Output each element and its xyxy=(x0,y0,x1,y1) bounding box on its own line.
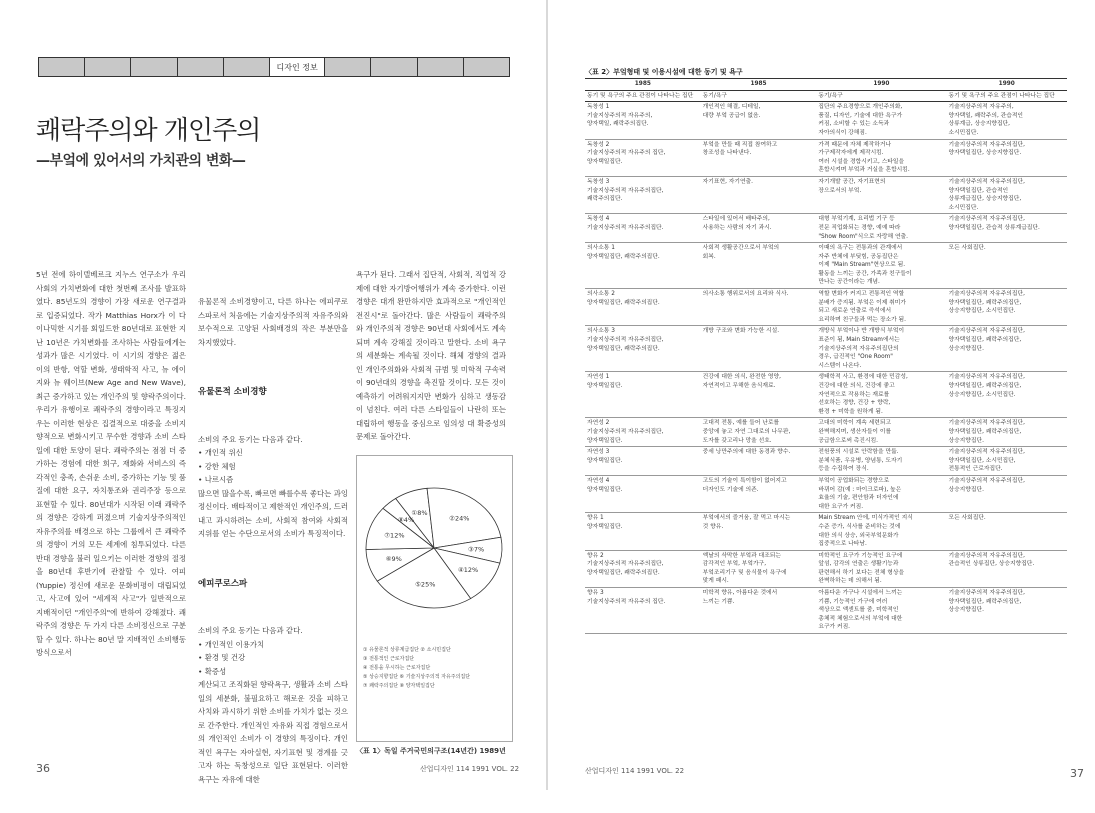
table-cell: 자연성 4 양자택일집단. xyxy=(585,475,701,512)
table-row xyxy=(585,243,1067,289)
table-cell: 미학적인 요구가 기능적인 요구에 앞섬, 감각의 연출은 생활기능과 판련해서 하기 보다는 전체 형상을 완벽하하는 데 의해서 됨. xyxy=(816,550,946,587)
header-cell xyxy=(464,58,509,76)
table-row xyxy=(585,214,1067,243)
table-cell: 개인적인 해결, 디테일, 대량 부엌 공급이 없음. xyxy=(701,102,817,139)
table-cell: 엑날의 삭막한 부엌과 대조되는 감각적인 부엌, 부엌가구, 부엌조리기구 및 음식물이 욕구에 맞게 패시. xyxy=(701,550,817,587)
header-cell xyxy=(178,58,224,76)
section-heading-materialist: 유물론적 소비경향 xyxy=(198,387,267,397)
year-header: 1985 xyxy=(585,79,701,91)
legend-entry: ① 유물론적 상류계급집단 ② 소시민집단 xyxy=(363,647,451,653)
subheader-cell: 동기 및 욕구의 주요 관점이 나타나는 집단 xyxy=(585,90,701,102)
header-cell xyxy=(131,58,177,76)
pie-slice-label: ④12% xyxy=(457,565,479,574)
table-cell: 기술지상주의적 자유주의집단, 양자택일집단, 관습적인 상류계급집단, 상승지향집단, 소시민집단. xyxy=(946,176,1067,213)
table-cell: 자기개발 공간, 자기표현의 장으로서의 부엌. xyxy=(816,176,946,213)
pie-slice-label: ⑧4% xyxy=(397,516,415,525)
table-cell: 역할 변화가 커지고 전통적인 역할 분배가 증지됨. 부엌은 이제 취미가 되고 새로운 연출로 즉석에서 요리하며 친구들과 먹는 장소가 됨. xyxy=(816,289,946,326)
table-row xyxy=(585,326,1067,372)
table-cell: 독창성 2 기술지상주의적 자유주의 집단, 양자택일집단. xyxy=(585,139,701,176)
table-cell: 전원풍의 시설로 안락함을 만듦. 분체식품, 우유병, 양념통, 도자기 등을 수집하여 장식. xyxy=(816,447,946,476)
header-strip xyxy=(38,57,510,77)
table-row xyxy=(585,102,1067,139)
pie-slice-label: ③7% xyxy=(468,545,485,554)
table-cell: 부엌을 만들 때 직접 참여하고 창조성을 나타낸다. xyxy=(701,139,817,176)
header-cell xyxy=(224,58,270,76)
pie-slice-label: ⑥9% xyxy=(385,555,402,564)
table-row xyxy=(585,588,1067,634)
table-cell: 독창성 1 기술지상주의적 자유주의, 양자택일, 쾌락주의집단. xyxy=(585,102,701,139)
table-cell: 자연성 1 양자택일집단. xyxy=(585,372,701,418)
table-cell: Main Stream 안에, 미식가적인 지식 수준 증가, 식사를 준비하는 것에 대한 의식 상승, 외국부엌문화가 집중적으로 나타남. xyxy=(816,513,946,550)
body-column-2 xyxy=(198,268,351,813)
table-cell: 이때의 욕구는 전통과의 관계에서 자주 반체에 부딪힘, 공동집단은 이제 "Main Stream"현상으로 됨. 활동을 느끼는 공간, 가족과 친구들이 만나는 공간이라는 개념. xyxy=(816,243,946,289)
table-cell: 독창성 3 기술지상주의적 자유주의집단, 쾌락주의집단. xyxy=(585,176,701,213)
table-cell: 기술지상주의적 자유주의집단, 양자택일집단, 쾌락주의집단, 상승지향집단, 소시민집단. xyxy=(946,372,1067,418)
table-row xyxy=(585,139,1067,176)
pie-slice-label: ⑤25% xyxy=(415,580,436,589)
table-cell: 미학적 향유, 아름다운 것에서 느끼는 기쁨. xyxy=(701,588,817,634)
table-cell: 자기표현, 자기연출. xyxy=(701,176,817,213)
table-cell: 의사소통 2 양자택일집단, 쾌락주의집단. xyxy=(585,289,701,326)
year-header: 1985 xyxy=(701,79,817,91)
table-cell: 집단의 주요경향으로 개인주의화, 품질, 디자인, 기술에 대한 욕구가 커짐, 소비할 수 있는 소득과 자아의식이 강해짐. xyxy=(816,102,946,139)
subheader-cell: 동기 및 욕구의 주요 관점이 나타나는 집단 xyxy=(946,90,1067,102)
section-heading-epicurean: 에피쿠로스파 xyxy=(198,578,248,589)
table-cell: 의사소통 행위로서의 요리와 식사. xyxy=(701,289,817,326)
page-number-right: 37 xyxy=(1070,767,1084,780)
table-cell: 자연성 3 양자택일집단. xyxy=(585,447,701,476)
pie-slice-label: ⑦12% xyxy=(384,531,405,540)
col2-para-2: 소비의 주요 동기는 다음과 같다. • 개인적인 이용가치 • 환경 및 건강 • 확증성 계산되고 조직화된 향락욕구, 생활과 소비 스타일의 세분화, 불필요하고 해로운 것을 피하고 사치와 과시하기 위한 소비를 가치가 없는 것으로 간주한다. 개인적인 자유와 직접 경험으로서의 개인적인 소비가 이 경향의 특징이다. 개인적인 욕구는 자아실현, 자기표현 및 경계를 긋고자 하는 독창성으로 일단 표현된다. 이러한 욕구는 자유에 대한 xyxy=(198,626,348,784)
page-number-left: 36 xyxy=(36,762,50,775)
section-label: 디자인 정보 xyxy=(270,58,325,76)
table-cell: 가격 때문에 자체 제작하거나 가구제작자에게 제작시킴. 여러 시설을 경합시키고, 스타일을 혼합시켜며 부엌과 거실을 혼합시킴. xyxy=(816,139,946,176)
article-subtitle: —부엌에 있어서의 가치관의 변화— xyxy=(36,153,246,169)
table-cell: 중세 낭만주의에 대한 동경과 향수. xyxy=(701,447,817,476)
table-cell: 고대의 미학이 계속 세련되고 완벽해지며, 생산자들이 이를 공급함으로써 촉진시킴. xyxy=(816,418,946,447)
left-page xyxy=(0,0,547,790)
table-cell: 사회적 생활공간으로서 부엌의 회복. xyxy=(701,243,817,289)
table-cell: 대형 부엌기계, 요리법 기구 등 전문 직업화되는 경향, 예예 따라 "Show Room"식으로 자랑해 연출. xyxy=(816,214,946,243)
table-cell: 개방 구조와 변화 가능한 시설. xyxy=(701,326,817,372)
table-row xyxy=(585,513,1067,550)
year-header: 1990 xyxy=(816,79,946,91)
body-column-1: 5년 전에 하이델베르크 지누스 연구소가 우리 사회의 가치변화에 대한 첫번째 조사를 발표하였다. 85년도의 경향이 가장 새로운 연구결과로 입증되었다. 작가 Matthias Horx가 이 다이나믹한 시기를 회일드한 80년대로 표현한 지난 10년은 가치변화를 조사하는 사람들에게는 성과가 많은 시기였다. 이 시기의 경향은 젊은이의 반항, 역할 변화, 생태학적 사고, 뉴 에이지와 뉴 웨이브(New Age and New Wave), 최근 증가하고 있는 개인주의 및 향락주의이다. 우리가 유행이로 쾌락주의 경향이라고 특징지우는 이러한 현상은 집결적으로 대중을 소비지향적으로 변화시키고 무수한 경향과 소비 스타일에 대한 토양이 된다. 쾌락주의는 점점 더 증가하는 경험에 대한 희구, 재화와 서비스의 즉각적인 충족, 손쉬운 소비, 증가하는 기능 및 품질에 대한 요구, 자치통조와 권리주장 등으로 표현할 수 있다. 80년대가 시작된 이래 쾌락주의 경향은 강하게 퍼졌으며 기술지상주의적인 자유주의를 배경으로 하는 그룹에서 큰 쾌락주의 경향이 거의 모든 세계에 침투되었다. 다른 반대 경향을 불러 일으키는 이러한 경향의 절정을 80년대 후반기에 관찰할 수 있다. 여피(Yuppie) 정신에 새로운 문화비평이 대립되었고, 사고에 있어 "세계적 사고"가 일반적으로 지배적이던 "개인주의"에 반하여 강해졌다. 쾌락주의 경향은 두 가지 다른 소비정신으로 구분할 수 있다. 하나는 80년 말 지배적인 소비행동방식으로서 xyxy=(36,270,189,657)
table-row xyxy=(585,475,1067,512)
table-cell: 모든 사회집단. xyxy=(946,513,1067,550)
table-cell: 의사소통 1 양자택일집단, 쾌락주의집단. xyxy=(585,243,701,289)
table-cell: 스타일에 있어서 배타주의, 사용하는 사람의 자기 과시. xyxy=(701,214,817,243)
figure-caption: 〈표 1〉독일 주거국민의구조(14년간) 1989년 xyxy=(356,747,506,755)
header-cell xyxy=(85,58,131,76)
header-cell xyxy=(325,58,371,76)
table-cell: 기술지상주의적 자유주의집단, 양자택일집단, 쾌락주의집단, 상승지향집단. xyxy=(946,326,1067,372)
table-row xyxy=(585,418,1067,447)
pie-slice-label: ①8% xyxy=(411,509,428,518)
legend-entry: ⑦ 쾌락주의집단 ⑧ 양자택일집단 xyxy=(363,683,435,689)
table-cell: 기술지상주의적 자유주의집단, 관습적인 상류집단, 상승지향집단. xyxy=(946,550,1067,587)
motivation-table xyxy=(585,78,1067,634)
table-cell: 자연성 2 기술지상주의적 자유주의집단, 양자택일집단. xyxy=(585,418,701,447)
table-cell: 기술지상주의적 자유주의집단, 양자택일집단, 상승지향집단. xyxy=(946,139,1067,176)
table-cell: 기술지상주의적 자유주의집단, 상승지향집단. xyxy=(946,475,1067,512)
table-row xyxy=(585,176,1067,213)
table-cell: 모든 사회집단. xyxy=(946,243,1067,289)
table-cell: 아름다운 가구나 시설에서 느끼는 기쁨, 기능적인 가구에 여러 색상으로 액센트를 줌, 미학적인 총체적 체험으로서의 부엌에 대한 요구가 커짐. xyxy=(816,588,946,634)
legend-entry: ④ 전통을 무시하는 근로자집단 xyxy=(363,665,431,671)
table-caption: 〈표 2〉부엌형태 및 이용시설에 대한 동기 및 욕구 xyxy=(585,68,743,76)
pie-slice-label: ②24% xyxy=(449,514,470,523)
table-cell: 개방식 부엌이나 반 개방식 부엌이 표준이 됨, Main Stream에서는 기술지상주의적 자유주의집단의 경우, 급진적인 "One Room" 시스템이 나온다. xyxy=(816,326,946,372)
table-cell: 기술지상주의적 자유주의집단, 양자택일집단, 쾌락주의집단, 상승지향집단. xyxy=(946,588,1067,634)
header-cell xyxy=(371,58,417,76)
table-row xyxy=(585,372,1067,418)
table-cell: 기술지상주의적 자유주의집단, 양자택일집단, 소시민집단, 전통적인 근로자집단. xyxy=(946,447,1067,476)
footer-right: 산업디자인 114 1991 VOL. 22 xyxy=(585,767,685,775)
legend-entry: ⑤ 상승지향집단 ⑥ 기술지상주의적 자유주의집단 xyxy=(363,674,471,680)
table-row xyxy=(585,447,1067,476)
table-cell: 기술지상주의적 자유주의집단, 양자택일집단, 쾌락주의집단, 상승지향집단, 소시민집단. xyxy=(946,289,1067,326)
legend-entry: ③ 전통적인 근로자집단 xyxy=(363,656,415,662)
body-column-3: 욕구가 된다. 그래서 집단적, 사회적, 직업적 강제에 대한 자기방어행위가 계속 증가한다. 이런 경향은 대개 완만하지만 효과적으로 "개인적인 전진시"로 돌아간다. 많은 사람들이 쾌락주의와 개인주의적 경향은 90년대 사회에서도 계속되며 계속 강해질 것이라고 말한다. 소비 욕구의 세분화는 계속될 것이다. 해체 경향의 결과인 개인주의화와 사회적 규범 및 미학적 구속력이 90년대의 경향을 촉진할 것이다. 모든 것이 예측하기 어려워지지만 변화가 심하고 생동감이 넘친다. 여러 다른 스타일들이 나란히 또는 대립하여 행동을 중심으로 임의성 대 확증성의 문제로 돌아간다. xyxy=(356,270,509,441)
table-cell: 부엌이 공업화되는 경향으로 바뀌어 감(예 : 마이크로파), 높은 효율의 기술, 편안함과 더자인에 대한 요구가 커짐. xyxy=(816,475,946,512)
table-cell: 기술지상주의적 자유주의집단, 양자택일집단, 관습적 상류계급집단. xyxy=(946,214,1067,243)
table-row xyxy=(585,289,1067,326)
pie-legend xyxy=(363,646,509,691)
pie-chart xyxy=(357,456,512,646)
table-year-row xyxy=(585,79,1067,91)
table-cell: 기술지상주의적 자유주의집단, 양자택일집단, 쾌락주의집단, 상승지향집단. xyxy=(946,418,1067,447)
header-cell xyxy=(418,58,464,76)
pie-figure xyxy=(356,455,513,742)
col2-para-1: 소비의 주요 동기는 다음과 같다. • 개인적 위신 • 강한 체험 • 나르시즘 많으면 많을수록, 빠르면 빠를수록 좋다는 과잉정신이다. 배타적이고 제한적인 개인주의, 드러내고 과시하려는 소비, 사회적 참여와 사회적 지위를 얻는 수단으로서의 소비가 특징적이다. xyxy=(198,434,348,538)
header-cell xyxy=(39,58,85,76)
article-title: 쾌락주의와 개인주의 xyxy=(36,116,261,146)
table-row xyxy=(585,550,1067,587)
table-cell: 향유 3 기술지상주의적 자유주의 집단. xyxy=(585,588,701,634)
table-cell: 독창성 4 기술지상주의적 자유주의집단. xyxy=(585,214,701,243)
table-cell: 부엌에서의 즐거움, 잘 먹고 마시는 것 향유. xyxy=(701,513,817,550)
subheader-cell: 동기/욕구 xyxy=(816,90,946,102)
table-cell: 향유 2 기술지상주의적 자유주의집단, 양자택일집단, 쾌락주의집단. xyxy=(585,550,701,587)
table-cell: 고대적 전통, 예를 들어 난로를 중앙에 놓고 자연 그대로의 나무판, 도자를 갖고리나 망울 선호. xyxy=(701,418,817,447)
table-cell: 의사소통 3 기술지상주의적 자유주의집단, 양자택일집단, 쾌락주의집단. xyxy=(585,326,701,372)
table-cell: 향유 1 양자택일집단. xyxy=(585,513,701,550)
table-cell: 건강에 대한 의식, 완전한 영양, 자연적이고 무해한 음식재료. xyxy=(701,372,817,418)
year-header: 1990 xyxy=(946,79,1067,91)
table-cell: 생태학적 사고, 환경에 대한 민감성, 건강에 대한 의식, 건강에 좋고 자연적으로 작용하는 재료를 선호하는 경향, 건강 + 향락, 환경 + 미학을 원하게 됨. xyxy=(816,372,946,418)
table-subheader-row xyxy=(585,90,1067,102)
table-cell: 기술지상주의적 자유주의, 양자택일, 쾌락주의, 관습적인 상류계급, 상승지향집단, 소시민집단. xyxy=(946,102,1067,139)
footer-left: 산업디자인 114 1991 VOL. 22 xyxy=(420,765,520,773)
col2-intro: 유물론적 소비경향이고, 다른 하나는 에피쿠로스파로서 처음에는 기술지상주의적 자유주의와 보수적으로 고양된 사회배경의 작은 부분만을 차지했었다. xyxy=(198,297,351,347)
table-cell: 고도의 기술이 특이함이 없어지고 더자인도 기술에 의존. xyxy=(701,475,817,512)
subheader-cell: 동기/욕구 xyxy=(701,90,817,102)
